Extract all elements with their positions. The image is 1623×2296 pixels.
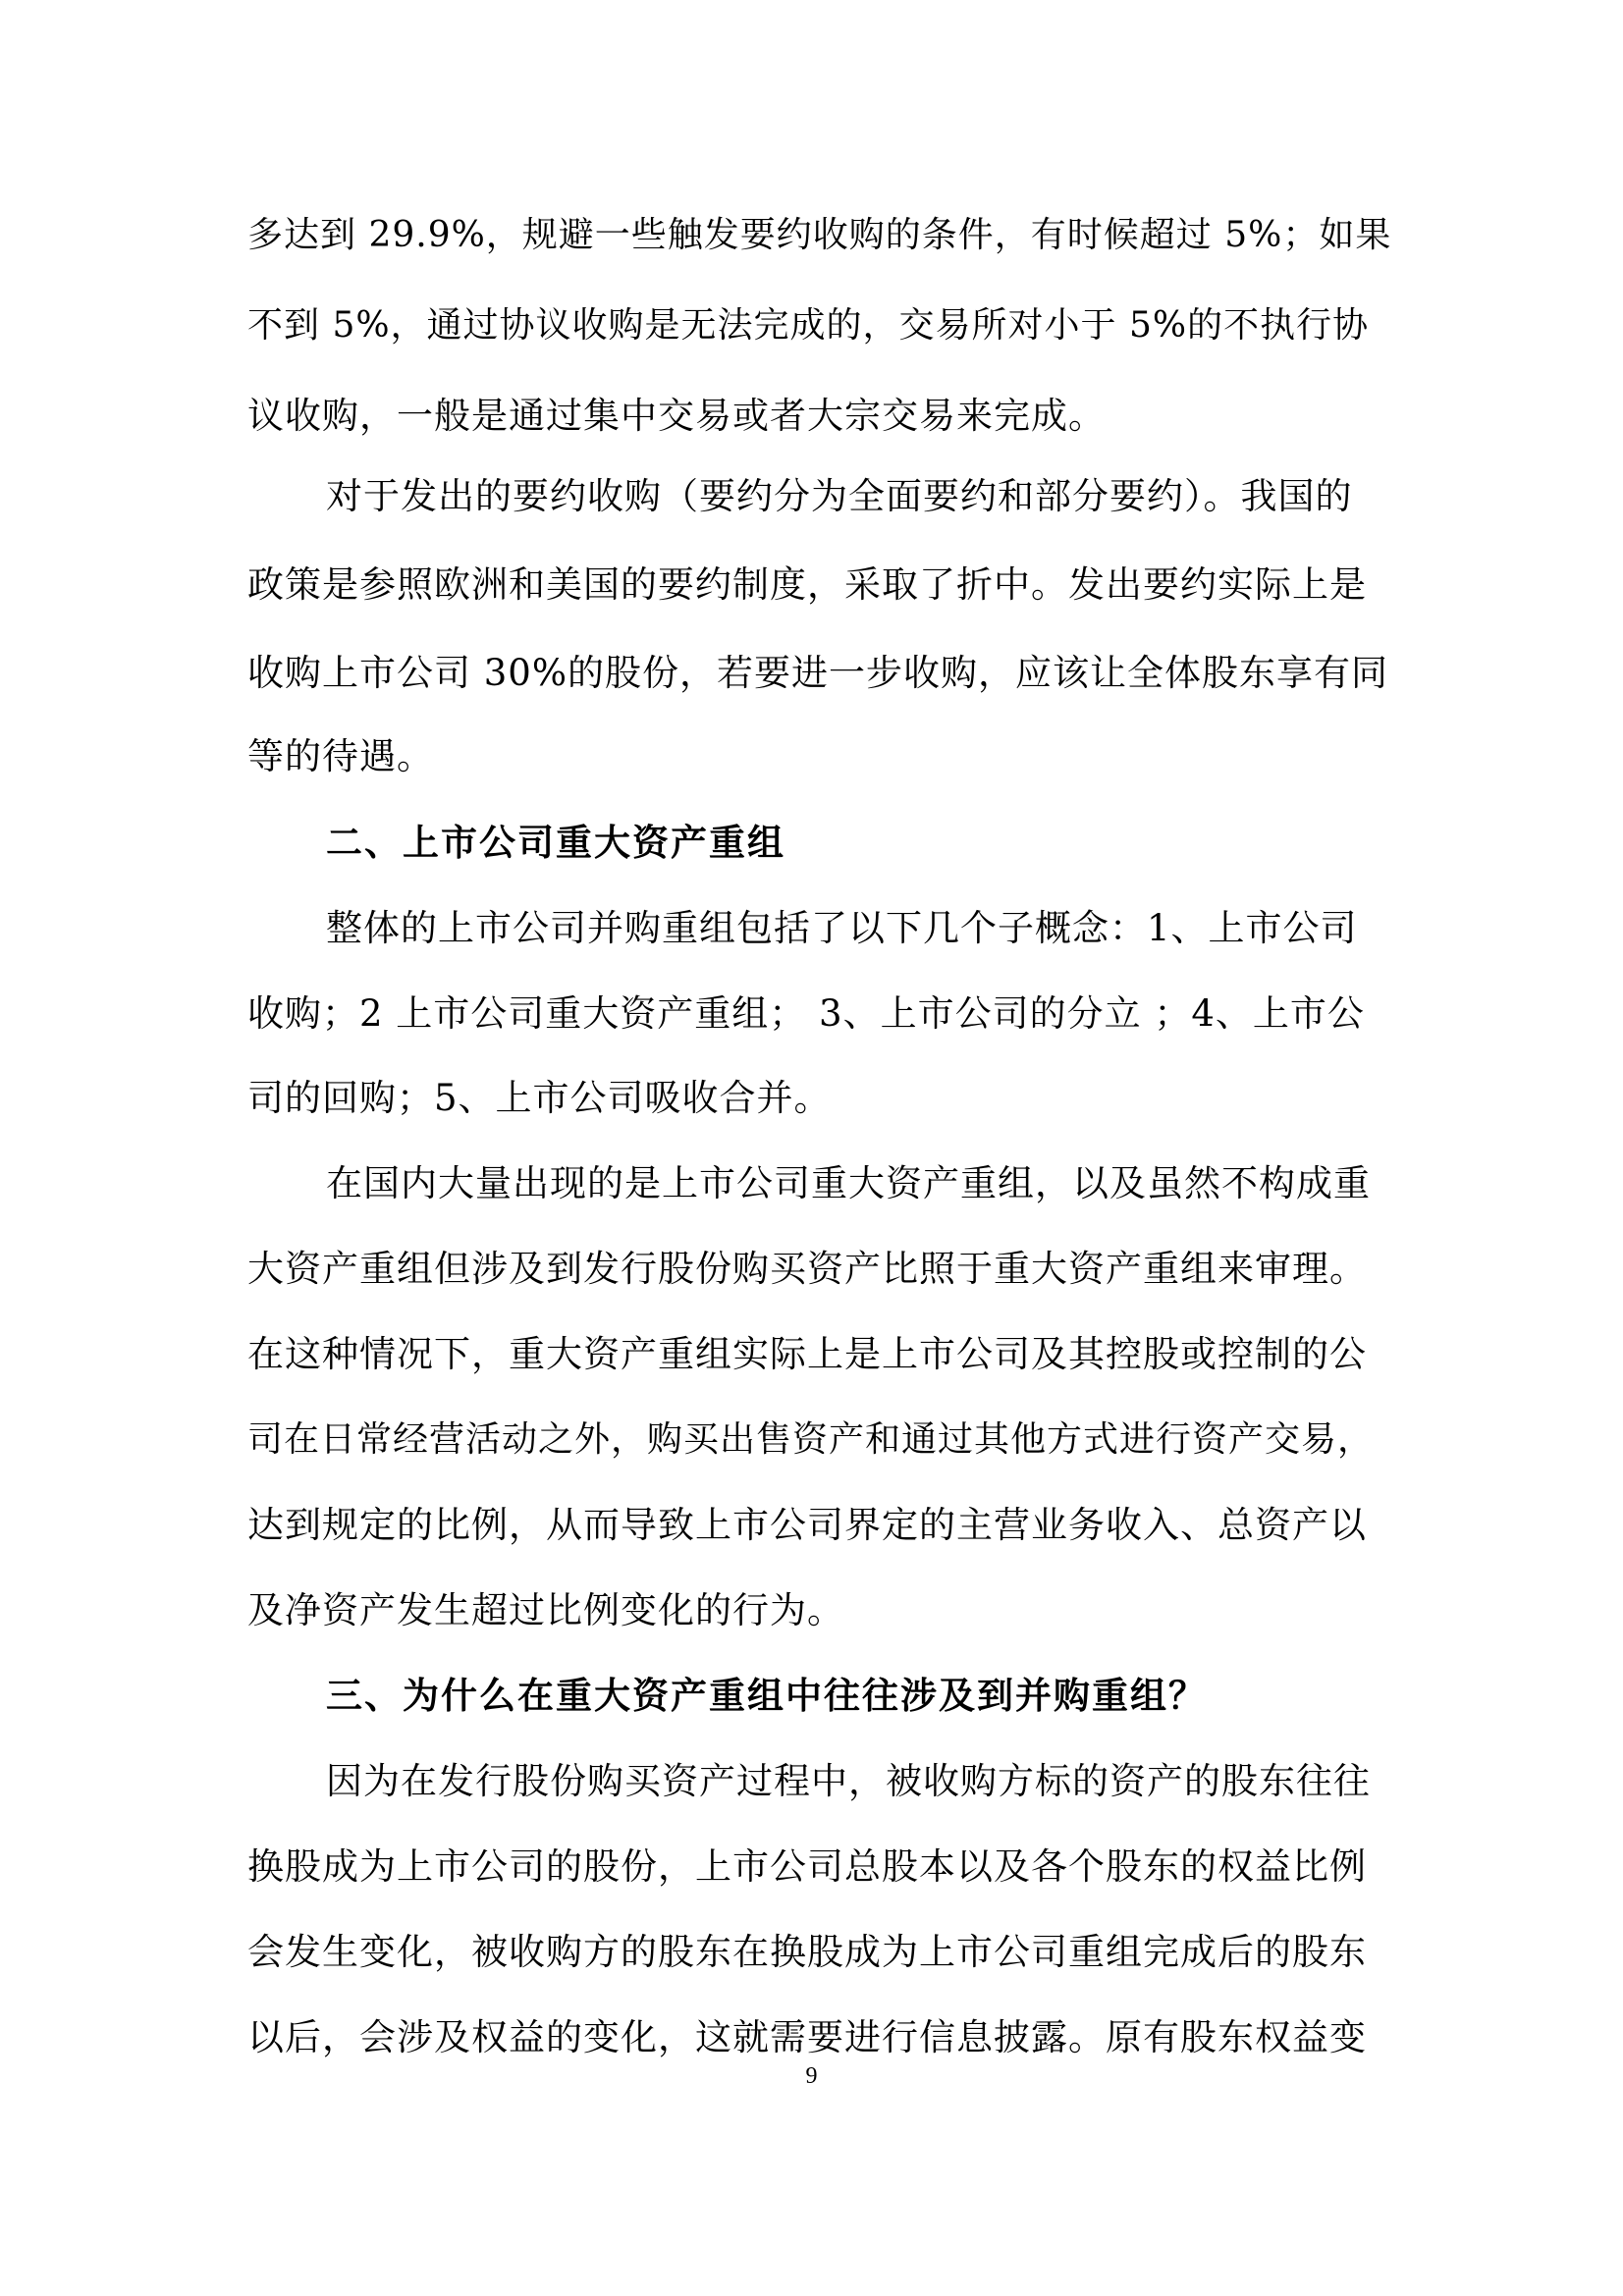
paragraph-line: 对于发出的要约收购（要约分为全面要约和部分要约）。我国的 <box>326 475 1353 517</box>
paragraph-line: 收购；2 上市公司重大资产重组； 3、上市公司的分立 ；4、上市公 <box>247 992 1365 1035</box>
page-number: 9 <box>805 2063 818 2089</box>
paragraph-line: 以后，会涉及权益的变化，这就需要进行信息披露。原有股东权益变 <box>247 2016 1367 2058</box>
paragraph-line: 收购上市公司 30%的股份，若要进一步收购，应该让全体股东享有同 <box>247 652 1388 694</box>
paragraph-line: 司在日常经营活动之外，购买出售资产和通过其他方式进行资产交易， <box>247 1419 1375 1460</box>
paragraph-line: 整体的上市公司并购重组包括了以下几个子概念：1、上市公司 <box>326 907 1358 949</box>
paragraph-line: 因为在发行股份购买资产过程中，被收购方标的资产的股东往往 <box>326 1760 1371 1802</box>
paragraph-line: 大资产重组但涉及到发行股份购买资产比照于重大资产重组来审理。 <box>247 1248 1367 1290</box>
paragraph-line: 在国内大量出现的是上市公司重大资产重组，以及虽然不构成重 <box>326 1162 1371 1204</box>
paragraph-line: 等的待遇。 <box>247 735 434 777</box>
paragraph-line: 不到 5%，通过协议收购是无法完成的，交易所对小于 5%的不执行协 <box>247 305 1370 346</box>
paragraph-line: 议收购，一般是通过集中交易或者大宗交易来完成。 <box>247 395 1106 437</box>
paragraph-line: 多达到 29.9%，规避一些触发要约收购的条件，有时候超过 5%；如果 <box>247 215 1392 255</box>
paragraph-line: 司的回购；5、上市公司吸收合并。 <box>247 1077 832 1119</box>
paragraph-line: 在这种情况下，重大资产重组实际上是上市公司及其控股或控制的公 <box>247 1333 1367 1375</box>
section-heading: 二、上市公司重大资产重组 <box>326 822 785 864</box>
paragraph-line: 换股成为上市公司的股份，上市公司总股本以及各个股东的权益比例 <box>247 1845 1367 1888</box>
paragraph-line: 政策是参照欧洲和美国的要约制度，采取了折中。发出要约实际上是 <box>247 563 1367 606</box>
paragraph-line: 会发生变化，被收购方的股东在换股成为上市公司重组完成后的股东 <box>247 1931 1367 1973</box>
paragraph-line: 及净资产发生超过比例变化的行为。 <box>247 1589 844 1631</box>
paragraph-line: 达到规定的比例，从而导致上市公司界定的主营业务收入、总资产以 <box>247 1504 1367 1546</box>
section-heading: 三、为什么在重大资产重组中往往涉及到并购重组？ <box>326 1675 1207 1717</box>
